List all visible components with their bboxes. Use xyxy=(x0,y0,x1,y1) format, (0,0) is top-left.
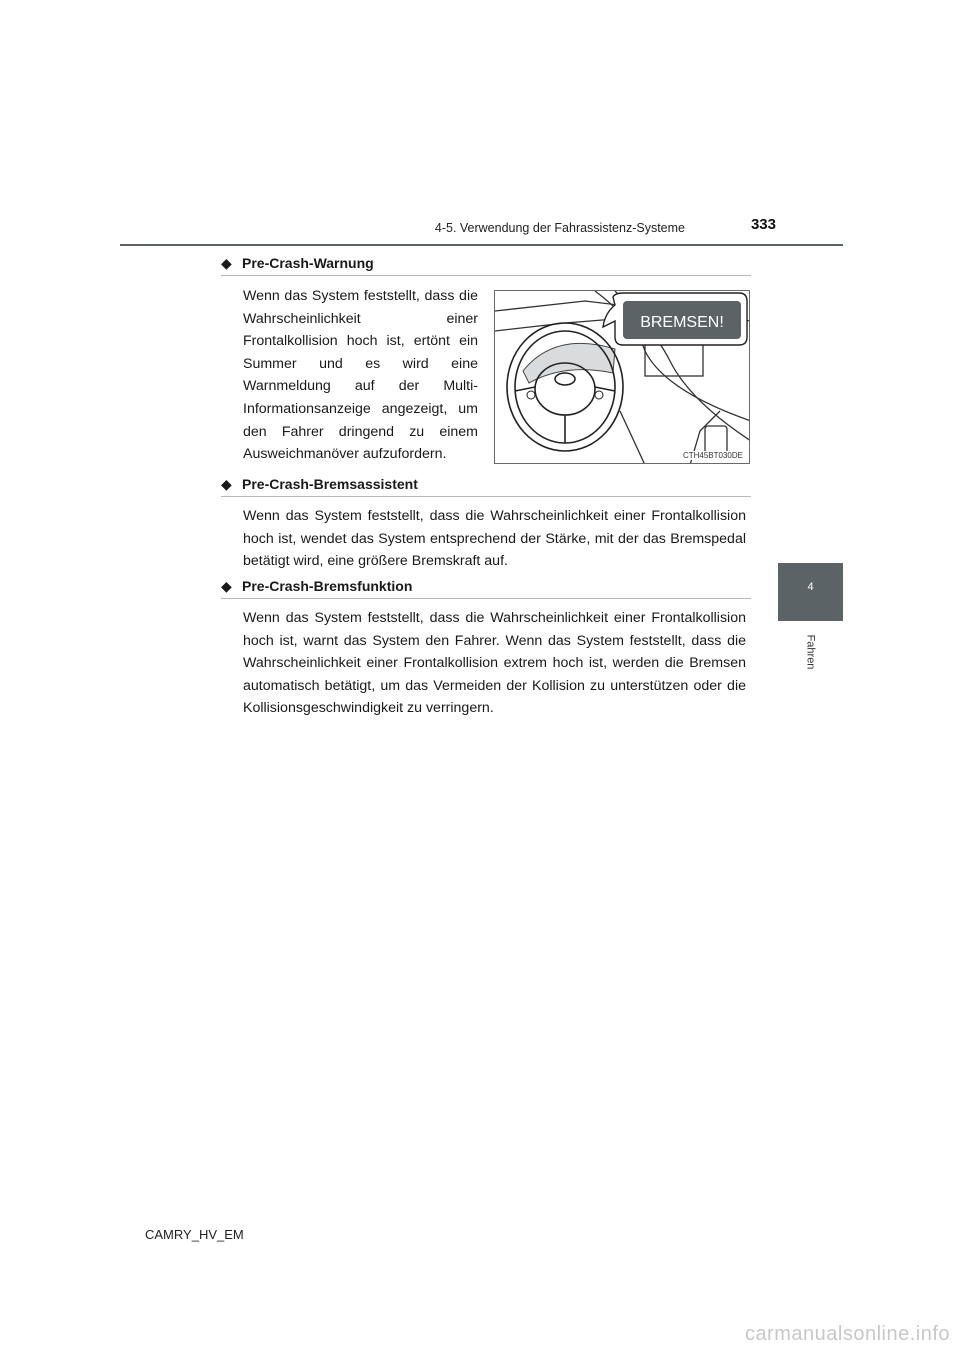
section-heading-pre-crash-bremsassistent xyxy=(221,476,751,497)
section-heading-text: Pre-Crash-Bremsfunktion xyxy=(242,578,413,594)
section-heading-text: Pre-Crash-Bremsassistent xyxy=(242,476,418,492)
chapter-tab-label-text: Fahren xyxy=(803,634,816,670)
footer-model-code: CAMRY_HV_EM xyxy=(145,1227,244,1242)
figure-code: CTH45BT030DE xyxy=(682,451,743,460)
running-header-section: 4-5. Verwendung der Fahrassistenz-Systeme xyxy=(434,221,685,235)
chapter-tab-number: 4 xyxy=(807,581,814,593)
diamond-bullet-icon: ◆ xyxy=(221,578,232,594)
header-rule xyxy=(120,244,843,246)
diamond-bullet-icon: ◆ xyxy=(221,255,232,271)
callout-text: BREMSEN! xyxy=(640,314,724,331)
section-paragraph-pre-crash-bremsassistent: Wenn das System feststellt, dass die Wahrscheinlichkeit einer Frontalkollision hoch ist, wendet das System entsprechend der Stärke, mit der das Bremspedal betätigt wird, eine größere Bremskraft auf. xyxy=(243,508,746,570)
chapter-tab-label xyxy=(776,632,844,672)
page-number: 333 xyxy=(750,216,776,233)
section-heading-text: Pre-Crash-Warnung xyxy=(242,255,374,271)
watermark: carmanualsonline.info xyxy=(744,1323,950,1345)
diamond-bullet-icon: ◆ xyxy=(221,476,232,492)
section-heading-pre-crash-bremsfunktion xyxy=(221,578,751,599)
section-paragraph-pre-crash-warnung: Wenn das System feststellt, dass die Wahrscheinlichkeit einer Frontalkollision hoch ist, ertönt ein Summer und es wird eine Warnmeldung auf der Multi-Informationsanzeige angezeigt, um den Fahrer dringend zu einem Ausweichmanöver aufzufordern. xyxy=(243,288,478,463)
section-heading-pre-crash-warnung xyxy=(221,255,751,276)
dashboard-illustration xyxy=(494,290,750,464)
steering-wheel-illustration-icon xyxy=(495,291,750,464)
section-paragraph-pre-crash-bremsfunktion: Wenn das System feststellt, dass die Wahrscheinlichkeit einer Frontalkollision hoch ist, warnt das System den Fahrer. Wenn das System feststellt, dass die Wahrscheinlichkeit einer Frontalkollision extrem hoch ist, werden die Bremsen automatisch betätigt, um das Vermeiden der Kollision zu unterstützen oder die Kollisionsgeschwindigkeit zu verringern. xyxy=(243,610,746,717)
chapter-tab xyxy=(778,563,843,621)
